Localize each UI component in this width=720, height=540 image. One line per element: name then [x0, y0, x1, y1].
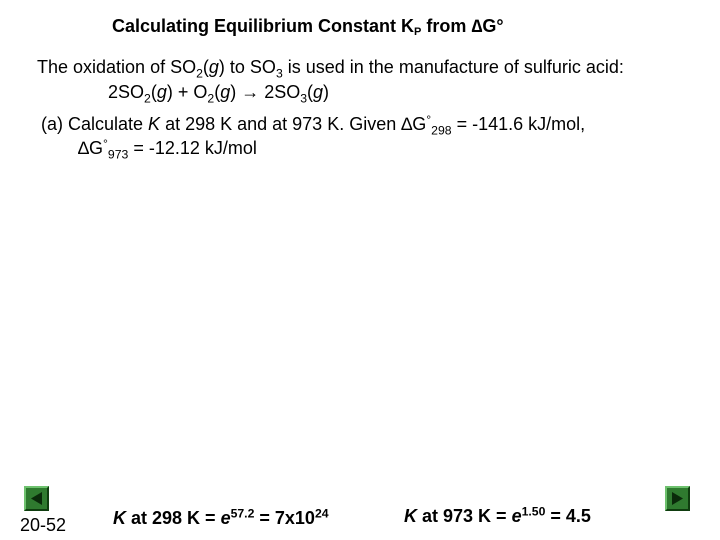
question-part: (a) Calculate: [41, 114, 149, 134]
answer-italic: K: [404, 506, 417, 526]
question-part: at 298 K and at 973 K. Given ∆G: [160, 114, 427, 134]
previous-slide-button[interactable]: [24, 486, 49, 511]
equation-part: 2SO: [108, 82, 145, 102]
answer-superscript: 57.2: [230, 506, 255, 521]
equation-part: ) + O: [166, 82, 208, 102]
next-slide-button[interactable]: [665, 486, 690, 511]
answer-k-973: [404, 506, 591, 527]
equation-subscript: 3: [300, 91, 308, 106]
intro-subscript: 3: [275, 66, 283, 81]
answer-part: = 4.5: [545, 506, 591, 526]
answer-part: = 7x10: [254, 508, 315, 528]
equation-part: (: [214, 82, 221, 102]
arrow-right-icon: [670, 491, 685, 506]
intro-part: is used in the manufacture of sulfuric acid:: [282, 57, 624, 77]
equation-italic: g: [220, 82, 231, 102]
slide-number: 20-52: [20, 515, 67, 535]
equation-part: ) → 2SO: [230, 82, 301, 102]
title-prefix: Calculating Equilibrium Constant K: [112, 16, 415, 36]
equation-part: (: [150, 82, 157, 102]
question-part: = -12.12 kJ/mol: [128, 138, 257, 158]
intro-part: (: [202, 57, 209, 77]
equation-part: ): [323, 82, 330, 102]
answer-italic: K: [113, 508, 126, 528]
answer-part: at 298 K =: [126, 508, 221, 528]
question-line-1: [41, 112, 586, 138]
answer-superscript: 24: [314, 506, 329, 521]
question-subscript: 298: [431, 123, 452, 138]
title-subscript: P: [414, 26, 422, 38]
intro-part: ) to SO: [218, 57, 276, 77]
question-superscript: °: [426, 112, 432, 127]
equation-subscript: 2: [207, 91, 215, 106]
question-part: ∆G: [78, 138, 104, 158]
intro-subscript: 2: [196, 66, 203, 81]
answer-italic: e: [511, 506, 522, 526]
question-superscript: °: [103, 136, 108, 151]
answer-superscript: 1.50: [521, 504, 546, 519]
intro-italic: g: [208, 57, 219, 77]
equation-part: (: [307, 82, 314, 102]
slide-title: [112, 16, 504, 37]
question-italic: K: [148, 114, 161, 134]
intro-text: [37, 57, 624, 81]
question-line-2: [78, 136, 257, 162]
title-suffix: from ∆G°: [421, 16, 504, 36]
answer-k-298: [113, 508, 329, 529]
arrow-left-icon: [29, 491, 44, 506]
equation-italic: g: [156, 82, 167, 102]
answer-part: at 973 K =: [417, 506, 512, 526]
intro-part: The oxidation of SO: [37, 57, 197, 77]
equation-subscript: 2: [144, 91, 151, 106]
question-subscript: 973: [107, 147, 129, 162]
reaction-equation: [108, 82, 330, 106]
equation-italic: g: [313, 82, 324, 102]
answer-italic: e: [220, 508, 231, 528]
question-part: = -141.6 kJ/mol,: [451, 114, 586, 134]
